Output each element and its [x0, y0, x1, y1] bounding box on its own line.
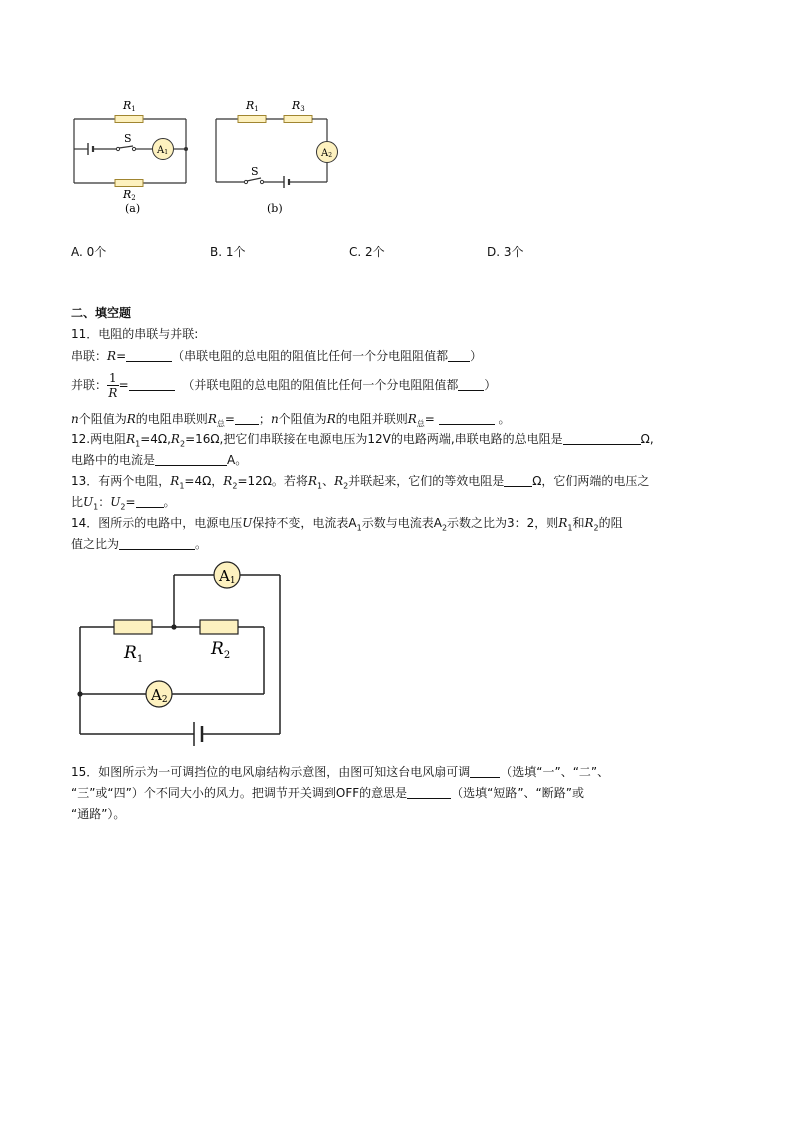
label-ammeter-a1: A1	[157, 145, 169, 156]
q13-line2: 比$U_1$：$U_2=$ 。	[71, 495, 176, 512]
blank-q12-resistance[interactable]	[563, 432, 641, 445]
label-r2: $R_2$	[211, 639, 231, 661]
blank-parallel-compare[interactable]	[458, 378, 484, 391]
q12-line2: 电路中的电流是 A。	[71, 453, 248, 467]
label-ammeter-a2: A2	[151, 686, 168, 705]
resistor-r3	[284, 116, 312, 123]
label-r2: R2	[123, 188, 136, 202]
label-r1: R1	[123, 99, 136, 113]
blank-series-compare[interactable]	[448, 349, 470, 362]
q15-line3: “通路”）。	[71, 807, 126, 821]
resistor-r1	[115, 116, 143, 123]
label-switch: S	[124, 132, 132, 145]
blank-series-total[interactable]	[126, 349, 172, 362]
label-r1: R1	[246, 99, 259, 113]
fraction-1-over-r: $\frac{1}{R}$	[108, 371, 118, 400]
q12-line1: 12.两电阻$R_1=4\Omega,R_2=16\Omega$,把它们串联接在电源电压为12V的电路两端,串联电路的总电阻是 Ω,	[71, 432, 654, 449]
blank-q15-gears[interactable]	[470, 765, 500, 778]
choice-b[interactable]: B. 1个	[210, 245, 246, 259]
section-title: 二、填空题	[71, 306, 132, 320]
resistor-r2	[200, 620, 238, 634]
choice-d[interactable]: D. 3个	[487, 245, 524, 259]
label-ammeter-a2: A2	[321, 148, 333, 159]
label-r1: $R_1$	[124, 643, 144, 665]
label-switch: S	[251, 165, 259, 178]
choice-c[interactable]: C. 2个	[349, 245, 385, 259]
label-r3: R3	[292, 99, 305, 113]
blank-n-parallel[interactable]	[439, 412, 495, 425]
circuit-figure-b	[208, 96, 348, 218]
blank-parallel-total[interactable]	[129, 378, 175, 391]
circuit-figure-q14	[74, 556, 290, 756]
resistor-r1	[238, 116, 266, 123]
blank-q13-resistance[interactable]	[504, 474, 532, 487]
blank-q12-current[interactable]	[155, 453, 227, 466]
q13-line1: 13．有两个电阻，$R_1=4\Omega$，$R_2=12\Omega$。若将$R_1$、$R_2$并联起来，它们的等效电阻是 Ω，它们两端的电压之	[71, 474, 650, 491]
q15-line1: 15．如图所示为一可调挡位的电风扇结构示意图，由图可知这台电风扇可调 （选填“一”、“二”、	[71, 765, 610, 779]
switch-s	[247, 178, 261, 181]
q14-line1: 14．图所示的电路中，电源电压U保持不变，电流表$A_1$示数与电流表$A_2$示数之比为3：2，则$R_1$和$R_2$的阻	[71, 516, 623, 533]
blank-n-series[interactable]	[235, 412, 259, 425]
caption-b: (b)	[267, 202, 283, 215]
q11-n-line: n个阻值为R的电阻串联则$R_总=$ ；n个阻值为R的电阻并联则$R_总=$ 。	[71, 412, 511, 429]
q11-head: 11．电阻的串联与并联:	[71, 327, 199, 341]
q14-line2: 值之比为 。	[71, 537, 208, 551]
blank-q14-ratio[interactable]	[119, 537, 195, 550]
q11-parallel-line: 并联： $\frac{1}{R}$ = （并联电阻的总电阻的阻值比任何一个分电阻阻值都 ）	[71, 371, 497, 400]
q15-line2: “三”或“四”）个不同大小的风力。把调节开关调到OFF的意思是 （选填“短路”、“断路”或	[71, 786, 584, 800]
blank-q15-off[interactable]	[407, 786, 451, 799]
q11-series-line: 串联：R= （串联电阻的总电阻的阻值比任何一个分电阻阻值都 ）	[71, 349, 483, 363]
blank-q13-voltage-ratio[interactable]	[136, 495, 164, 508]
caption-a: (a)	[125, 202, 141, 215]
switch-s	[119, 146, 133, 148]
circuit-figure-a	[66, 96, 196, 218]
choice-a[interactable]: A. 0个	[71, 245, 107, 259]
resistor-r2	[115, 180, 143, 187]
resistor-r1	[114, 620, 152, 634]
label-ammeter-a1: A1	[219, 567, 236, 586]
